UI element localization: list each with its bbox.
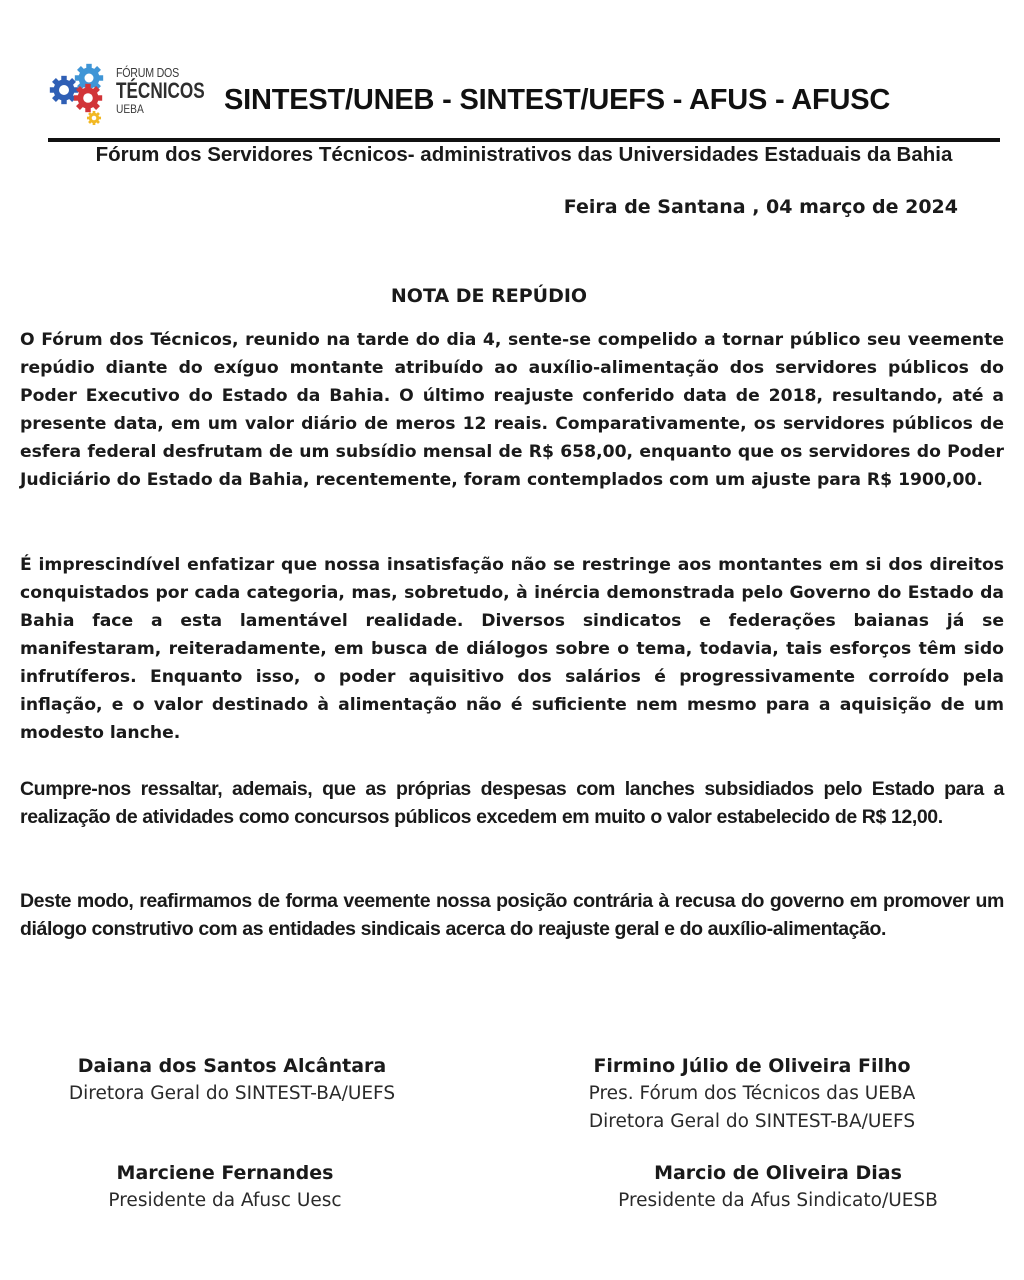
signatory-name: Marciene Fernandes xyxy=(116,1162,334,1184)
signatory-role: Pres. Fórum dos Técnicos das UEBA xyxy=(588,1083,916,1104)
signatory-role: Diretora Geral do SINTEST-BA/UEFS xyxy=(68,1083,396,1104)
header-divider xyxy=(48,138,1000,142)
logo-wordmark xyxy=(116,66,230,115)
signatory-role: Diretora Geral do SINTEST-BA/UEFS xyxy=(588,1111,916,1132)
signatory-role: Presidente da Afusc Uesc xyxy=(108,1190,342,1211)
signatory-name: Firmino Júlio de Oliveira Filho xyxy=(593,1055,911,1077)
document-date: Feira de Santana , 04 março de 2024 xyxy=(563,196,958,218)
body-paragraph: É imprescindível enfatizar que nossa insatisfação não se restringe aos montantes em si dos direitos conquistados por cada categoria, mas, sobretudo, à inércia demonstrada pelo Governo do Estado da Bahia face a esta lamentável realidade. Diversos sindicatos e federações baianas já se manifestaram, reiteradamente, em busca de diálogos sobre o tema, todavia, tais esforços têm sido infrutíferos. Enquanto isso, o poder aquisitivo dos salários é progressivamente corroído pela inflação, e o valor destinado à alimentação não é suficiente nem mesmo para a aquisição de um modesto lanche. xyxy=(20,555,1004,743)
signatory-name: Daiana dos Santos Alcântara xyxy=(77,1055,387,1077)
gears-icon xyxy=(48,60,114,126)
body-paragraph: Deste modo, reafirmamos de forma veemente nossa posição contrária à recusa do governo em promover um diálogo construtivo com as entidades sindicais acerca do reajuste geral e do auxílio-alimentação. xyxy=(20,890,1004,940)
signature-block xyxy=(40,1052,424,1108)
organizations-heading: SINTEST/UNEB - SINTEST/UEFS - AFUS - AFUSC xyxy=(224,84,891,116)
document-title: NOTA DE REPÚDIO xyxy=(390,285,588,307)
forum-logo xyxy=(48,58,205,128)
body-paragraph: O Fórum dos Técnicos, reunido na tarde do dia 4, sente-se compelido a tornar público seu veemente repúdio diante do exíguo montante atribuído ao auxílio-alimentação dos servidores públicos do Poder Executivo do Estado da Bahia. O último reajuste conferido data de 2018, resultando, até a presente data, em um valor diário de meros 12 reais. Comparativamente, os servidores públicos de esfera federal desfrutam de um subsídio mensal de R$ 658,00, enquanto que os servidores do Poder Judiciário do Estado da Bahia, recentemente, foram contemplados com um ajuste para R$ 1900,00. xyxy=(20,330,1004,490)
logo-line-1: FÓRUM DOS xyxy=(116,65,179,80)
forum-subtitle: Fórum dos Servidores Técnicos- administrativos das Universidades Estaduais da Bahia xyxy=(95,143,953,166)
signature-block xyxy=(40,1159,410,1215)
signature-block xyxy=(560,1052,944,1136)
signature-block xyxy=(590,1159,966,1215)
logo-line-2: TÉCNICOS xyxy=(116,78,205,103)
signatory-role: Presidente da Afus Sindicato/UESB xyxy=(618,1190,938,1211)
logo-line-3: UEBA xyxy=(116,102,144,116)
body-paragraph: Cumpre-nos ressaltar, ademais, que as próprias despesas com lanches subsidiados pelo Estado para a realização de atividades como concursos públicos excedem em muito o valor estabelecido de R$ 12,00. xyxy=(20,778,1004,828)
signatory-name: Marcio de Oliveira Dias xyxy=(654,1162,902,1184)
